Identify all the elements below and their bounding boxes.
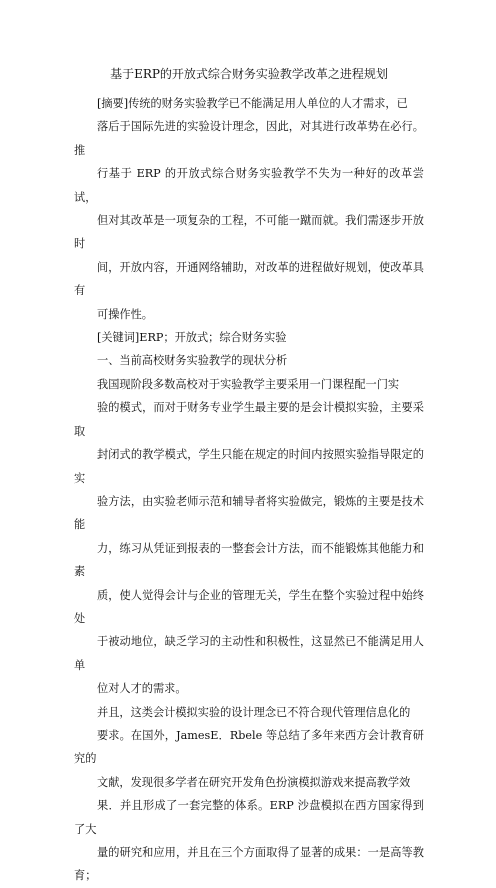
document-title: 基于ERP的开放式综合财务实验教学改革之进程规划 — [110, 67, 388, 81]
body-line: 验的模式，而对于财务专业学生最主要的是会计模拟实验，主要采取 — [74, 401, 424, 438]
body-line: 位对人才的需求。 — [97, 682, 187, 696]
section-heading — [74, 349, 424, 372]
body-paragraph-1 — [74, 373, 424, 701]
body-line: 我国现阶段多数高校对于实验教学主要采用一门课程配一门实 — [97, 377, 400, 391]
body-line: 于被动地位，缺乏学习的主动性和积极性，这显然已不能满足用人单 — [74, 635, 424, 672]
abstract-line: 可操作性。 — [97, 307, 153, 321]
body-line: 力，练习从凭证到报表的一整套会计方法，而不能锻炼其他能力和素 — [74, 541, 424, 579]
abstract-paragraph — [74, 92, 424, 326]
body-line: 封闭式的教学模式，学生只能在规定的时间内按照实验指导限定的实 — [74, 448, 424, 485]
keywords-paragraph — [74, 326, 424, 349]
body-line: 量的研究和应用，并且在三个方面取得了显著的成果：一是高等教育； — [74, 846, 424, 883]
section-heading-line: 一、当前高校财务实验教学的现状分析 — [97, 354, 288, 368]
body-line: 要求。在国外，JamesE．Rbele 等总结了多年来西方会计教育研究的 — [74, 728, 424, 766]
abstract-line: 落后于国际先进的实验设计理念，因此，对其进行改革势在必行。推 — [74, 120, 424, 157]
abstract-line: 行基于 ERP 的开放式综合财务实验教学不失为一种好的改革尝试， — [74, 167, 424, 204]
abstract-line: [摘要]传统的财务实验教学已不能满足用人单位的人才需求，已 — [97, 97, 408, 110]
abstract-line: 但对其改革是一项复杂的工程，不可能一蹴而就。我们需逐步开放时 — [74, 214, 424, 251]
body-line: 文献，发现很多学者在研究开发角色扮演模拟游戏来提高教学效 — [97, 775, 411, 789]
body-line: 质，使人觉得会计与企业的管理无关，学生在整个实验过程中始终处 — [74, 588, 424, 625]
body-paragraph-2 — [74, 701, 424, 888]
keywords-line: [关键词]ERP；开放式；综合财务实验 — [97, 331, 287, 345]
body-line: 果．并且形成了一套完整的体系。ERP 沙盘模拟在西方国家得到了大 — [74, 799, 424, 836]
body-line: 验方法，由实验老师示范和辅导者将实验做完，锻炼的主要是技术能 — [74, 494, 424, 532]
body-line: 并且，这类会计模拟实验的设计理念已不符合现代管理信息化的 — [97, 705, 411, 719]
document-body — [74, 67, 424, 888]
abstract-line: 间，开放内容，开通网络辅助，对改革的进程做好规划，使改革具有 — [74, 260, 424, 298]
